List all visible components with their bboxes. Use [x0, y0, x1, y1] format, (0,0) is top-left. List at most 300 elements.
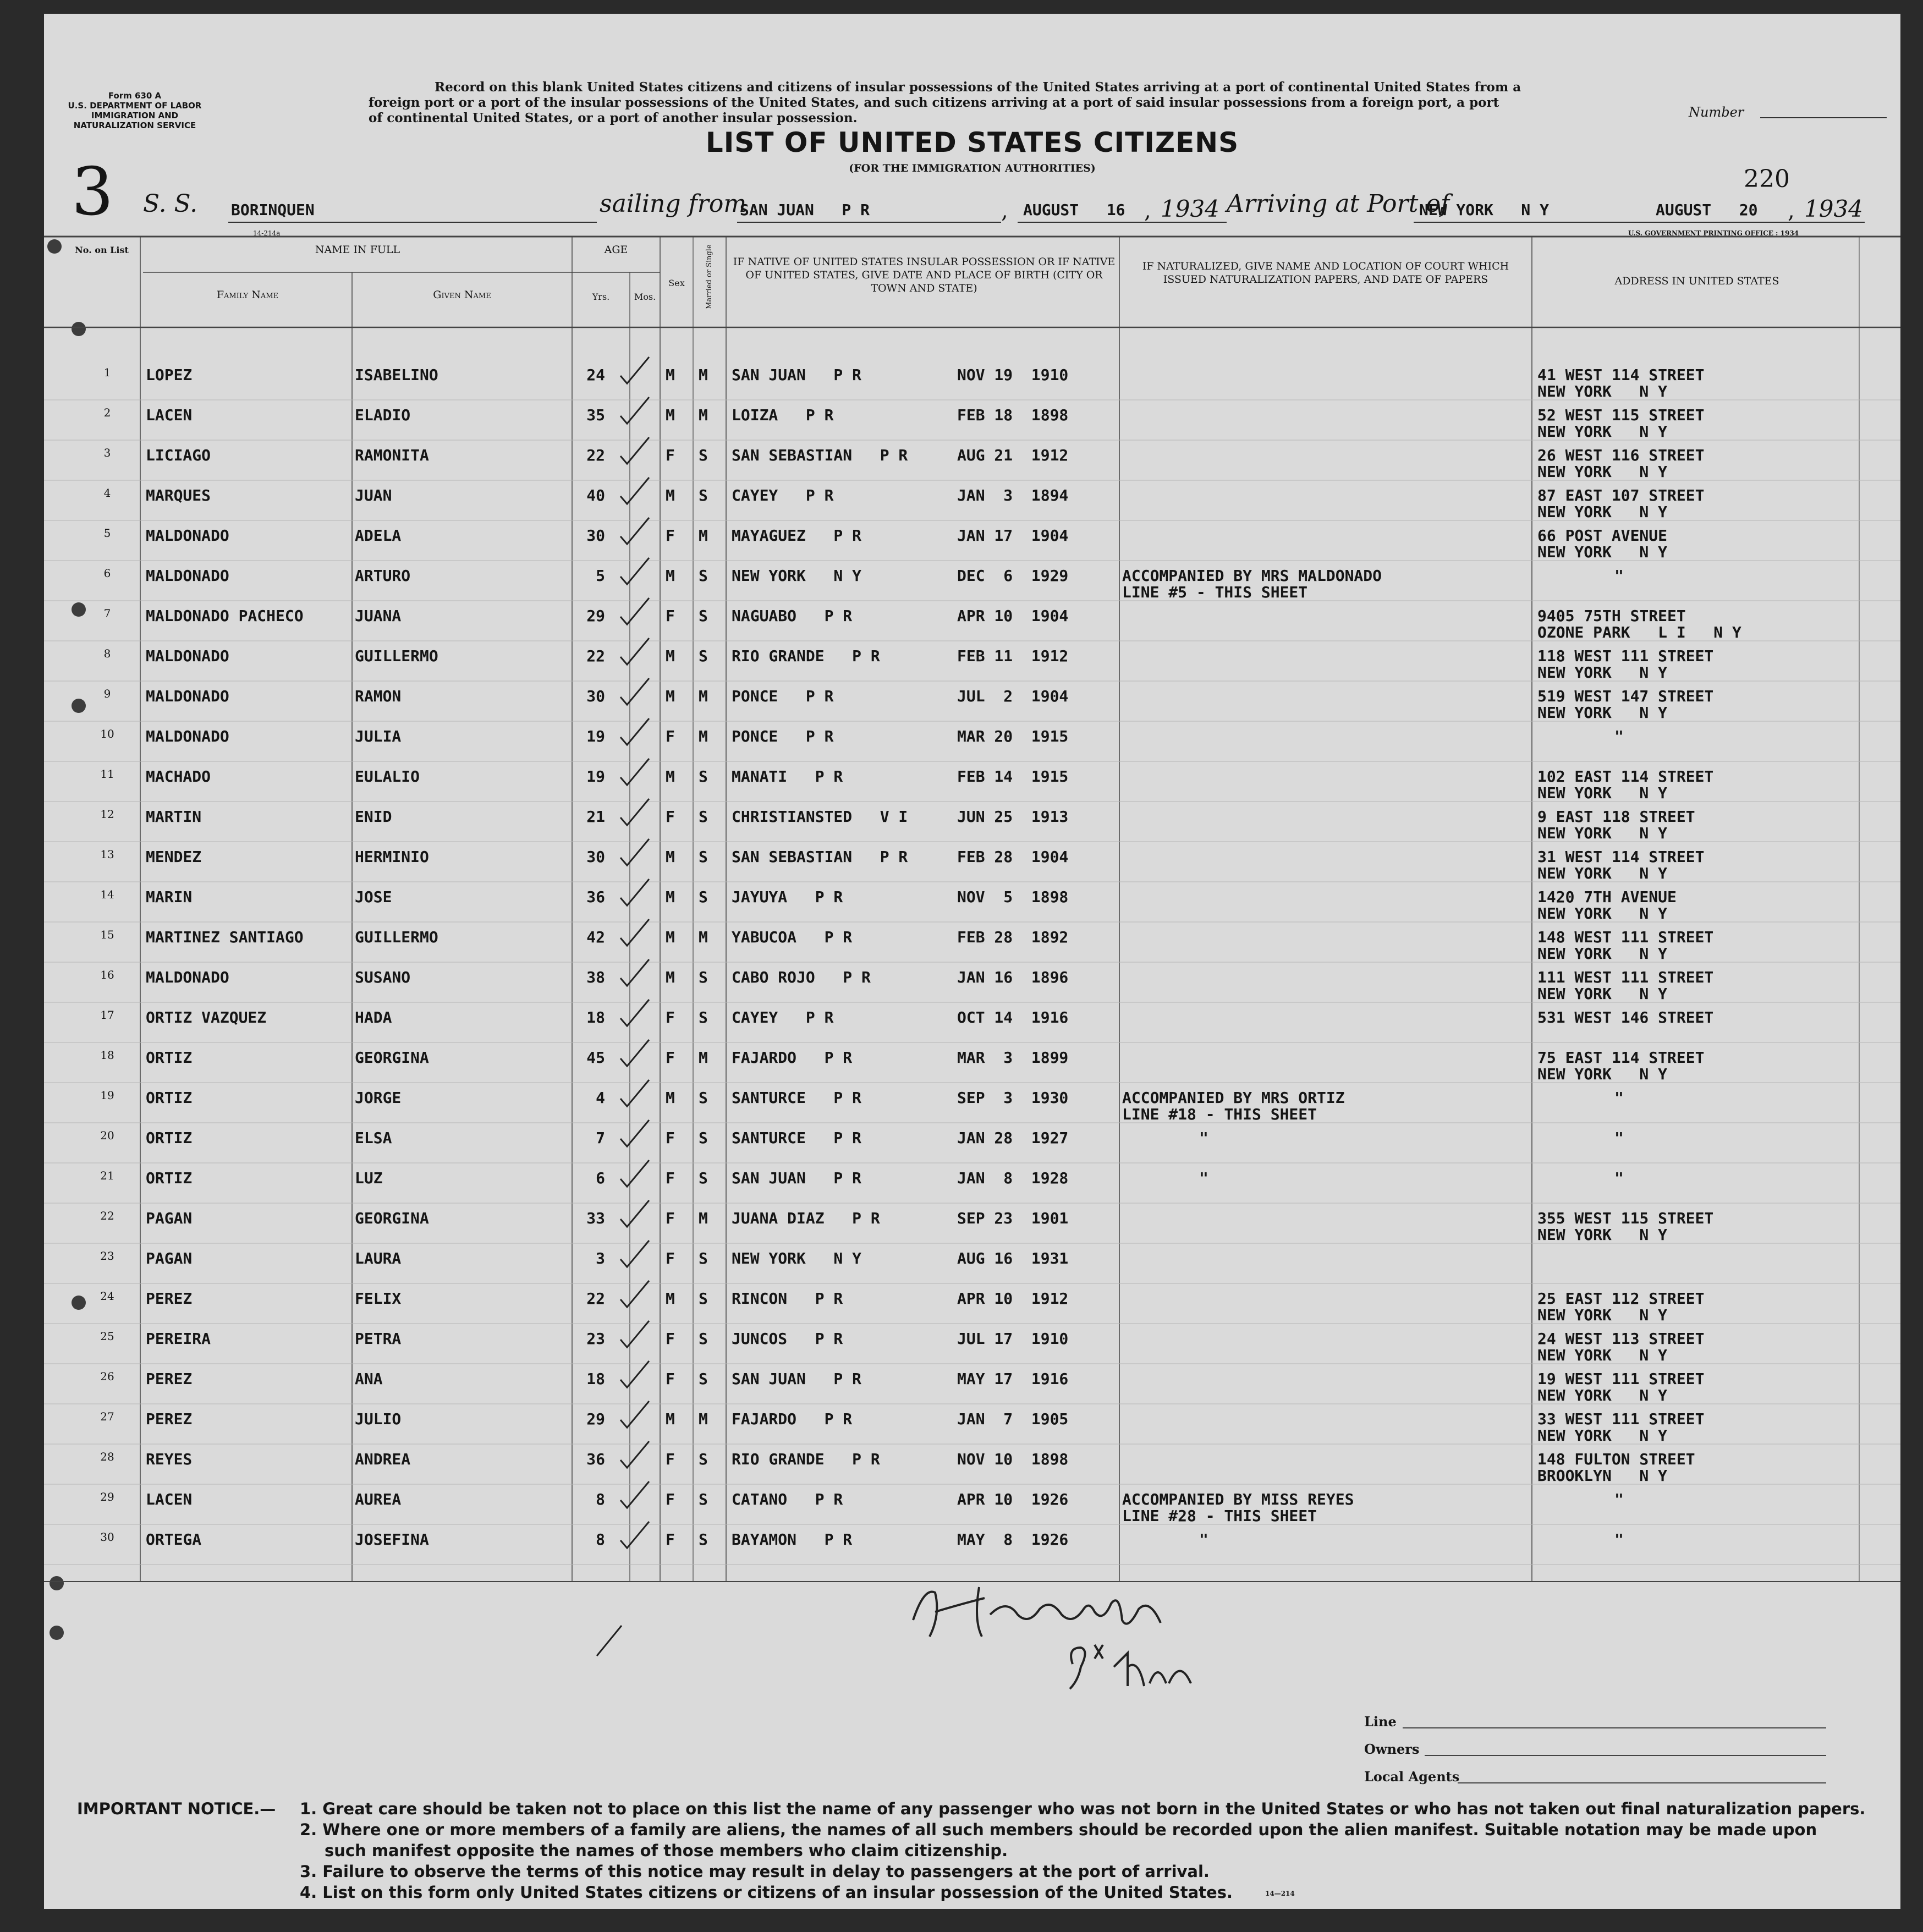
- row-number: 12: [100, 808, 114, 821]
- address-line2: NEW YORK N Y: [1537, 382, 1668, 400]
- notice-code: 14—214: [1265, 1890, 1295, 1897]
- row-number: 23: [100, 1249, 114, 1263]
- footer-agents-rule: [1458, 1782, 1826, 1783]
- birth-date: FEB 14 1915: [957, 767, 1069, 786]
- given-name: EULALIO: [355, 767, 420, 786]
- birth-date: APR 10 1904: [957, 607, 1069, 625]
- given-name: LUZ: [355, 1169, 383, 1187]
- age-check-mark: [616, 797, 655, 830]
- notice-item-2: 2. Where one or more members of a family are aliens, the names of all such members should be recorded upon the alien manifest. Suitable notation may be made upon: [300, 1820, 1817, 1839]
- family-name: MARTIN: [146, 808, 202, 826]
- sex: M: [666, 968, 675, 986]
- age-years: 30: [586, 526, 605, 545]
- sex: F: [666, 1129, 675, 1147]
- birth-date: JAN 7 1905: [957, 1410, 1069, 1428]
- family-name: PEREIRA: [146, 1330, 211, 1348]
- address-line2: NEW YORK N Y: [1537, 904, 1668, 923]
- address-line1: 148 WEST 111 STREET: [1537, 928, 1714, 946]
- marital-status: M: [699, 526, 708, 545]
- naturalization-note: ACCOMPANIED BY MRS MALDONADO: [1122, 567, 1382, 585]
- sail-date: AUGUST 16: [1023, 201, 1125, 219]
- age-check-mark: [616, 917, 655, 950]
- birth-date: JAN 28 1927: [957, 1129, 1069, 1147]
- marital-status: S: [699, 888, 708, 906]
- marital-status: S: [699, 486, 708, 504]
- age-check-mark: [616, 997, 655, 1030]
- sex: M: [666, 486, 675, 504]
- row-number: 7: [103, 607, 111, 620]
- age-check-mark: [616, 1158, 655, 1191]
- sex: F: [666, 1249, 675, 1267]
- address-line2: BROOKLYN N Y: [1537, 1467, 1668, 1485]
- marital-status: M: [699, 928, 708, 946]
- marital-status: S: [699, 1129, 708, 1147]
- col-name-in-full: NAME IN FULL: [315, 244, 400, 256]
- marital-status: S: [699, 1008, 708, 1027]
- birth-date: NOV 19 1910: [957, 366, 1069, 384]
- family-name: REYES: [146, 1450, 193, 1468]
- birth-date: DEC 6 1929: [957, 567, 1069, 585]
- birth-place: RIO GRANDE P R: [732, 1450, 880, 1468]
- age-check-mark: [616, 395, 655, 428]
- given-name: GUILLERMO: [355, 647, 438, 665]
- birth-place: FAJARDO P R: [732, 1410, 853, 1428]
- row-number: 25: [100, 1330, 114, 1343]
- naturalization-note: ACCOMPANIED BY MRS ORTIZ: [1122, 1089, 1345, 1107]
- marital-status: S: [699, 1530, 708, 1549]
- address-line1: 102 EAST 114 STREET: [1537, 767, 1714, 786]
- address-line2: NEW YORK N Y: [1537, 1426, 1668, 1445]
- sex: F: [666, 1008, 675, 1027]
- row-number: 26: [100, 1370, 114, 1383]
- birth-date: MAY 8 1926: [957, 1530, 1069, 1549]
- row-number: 18: [100, 1049, 114, 1062]
- given-name: JORGE: [355, 1089, 402, 1107]
- address-line1: 9405 75TH STREET: [1537, 607, 1686, 625]
- given-name: ISABELINO: [355, 366, 438, 384]
- age-years: 40: [586, 486, 605, 504]
- given-name: HADA: [355, 1008, 392, 1027]
- address-line1: ": [1614, 1490, 1624, 1508]
- family-name: PEREZ: [146, 1410, 193, 1428]
- given-name: JUAN: [355, 486, 392, 504]
- age-years: 7: [596, 1129, 605, 1147]
- col-married-single: Married or Single: [705, 244, 713, 309]
- footer-owners-rule: [1425, 1755, 1826, 1756]
- address-line2: NEW YORK N Y: [1537, 503, 1668, 521]
- age-years: 8: [596, 1530, 605, 1549]
- birth-date: NOV 10 1898: [957, 1450, 1069, 1468]
- birth-place: SAN JUAN P R: [732, 1370, 862, 1388]
- family-name: ORTIZ: [146, 1129, 193, 1147]
- age-years: 4: [596, 1089, 605, 1107]
- family-name: MALDONADO: [146, 647, 229, 665]
- age-years: 29: [586, 1410, 605, 1428]
- address-line1: 26 WEST 116 STREET: [1537, 446, 1705, 464]
- marital-status: S: [699, 1450, 708, 1468]
- row-check: [594, 1620, 627, 1664]
- address-line2: NEW YORK N Y: [1537, 1306, 1668, 1324]
- sex: M: [666, 366, 675, 384]
- naturalization-note-line2: LINE #28 - THIS SHEET: [1122, 1507, 1317, 1525]
- address-line2: NEW YORK N Y: [1537, 985, 1668, 1003]
- family-name: MARIN: [146, 888, 193, 906]
- col-naturalized: IF NATURALIZED, GIVE NAME AND LOCATION OF COURT WHICH ISSUED NATURALIZATION PAPERS, AND DATE OF PAPERS: [1142, 260, 1509, 286]
- family-name: MACHADO: [146, 767, 211, 786]
- birth-place: CABO ROJO P R: [732, 968, 871, 986]
- sex: F: [666, 808, 675, 826]
- address-line1: 25 EAST 112 STREET: [1537, 1289, 1705, 1308]
- naturalization-note-line2: LINE #5 - THIS SHEET: [1122, 583, 1308, 601]
- sex: M: [666, 647, 675, 665]
- marital-status: S: [699, 968, 708, 986]
- birth-place: SAN SEBASTIAN P R: [732, 848, 908, 866]
- marital-status: M: [699, 366, 708, 384]
- sex: F: [666, 1169, 675, 1187]
- address-line1: 531 WEST 146 STREET: [1537, 1008, 1714, 1027]
- birth-date: NOV 5 1898: [957, 888, 1069, 906]
- birth-place: PONCE P R: [732, 727, 834, 745]
- marital-status: S: [699, 848, 708, 866]
- age-check-mark: [616, 636, 655, 669]
- col-family-name: Family Name: [216, 289, 279, 301]
- age-years: 3: [596, 1249, 605, 1267]
- marital-status: M: [699, 727, 708, 745]
- given-name: ELADIO: [355, 406, 411, 424]
- row-number: 24: [100, 1289, 114, 1303]
- given-name: ANDREA: [355, 1450, 411, 1468]
- sex: F: [666, 1370, 675, 1388]
- marital-status: S: [699, 1370, 708, 1388]
- notice-item-3: 3. Failure to observe the terms of this notice may result in delay to passengers at the port of arrival.: [300, 1862, 1210, 1881]
- sailing-from-label: sailing from: [600, 190, 747, 218]
- address-line1: 355 WEST 115 STREET: [1537, 1209, 1714, 1227]
- address-line2: NEW YORK N Y: [1537, 463, 1668, 481]
- marital-status: S: [699, 607, 708, 625]
- ss-label: S. S.: [143, 190, 198, 218]
- comma: ,: [1001, 198, 1008, 223]
- address-line1: 75 EAST 114 STREET: [1537, 1049, 1705, 1067]
- age-check-mark: [616, 355, 655, 388]
- given-name: HERMINIO: [355, 848, 429, 866]
- birth-date: FEB 11 1912: [957, 647, 1069, 665]
- row-number: 21: [100, 1169, 114, 1182]
- birth-place: CAYEY P R: [732, 1008, 834, 1027]
- address-line2: NEW YORK N Y: [1537, 1065, 1668, 1083]
- birth-date: FEB 18 1898: [957, 406, 1069, 424]
- birth-place: JUNCOS P R: [732, 1330, 843, 1348]
- age-check-mark: [616, 475, 655, 508]
- marital-status: S: [699, 1490, 708, 1508]
- family-name: LACEN: [146, 406, 193, 424]
- birth-place: MAYAGUEZ P R: [732, 526, 862, 545]
- row-number: 3: [103, 446, 111, 459]
- address-line2: NEW YORK N Y: [1537, 824, 1668, 842]
- birth-date: FEB 28 1892: [957, 928, 1069, 946]
- age-years: 18: [586, 1370, 605, 1388]
- family-name: MALDONADO: [146, 687, 229, 705]
- marital-status: S: [699, 1249, 708, 1267]
- row-number: 2: [103, 406, 111, 419]
- row-number: 16: [100, 968, 114, 981]
- family-name: PAGAN: [146, 1249, 193, 1267]
- sex: F: [666, 526, 675, 545]
- form-title: LIST OF UNITED STATES CITIZENS: [705, 127, 1239, 158]
- marital-status: S: [699, 446, 708, 464]
- address-line2: NEW YORK N Y: [1537, 864, 1668, 882]
- birth-date: MAR 3 1899: [957, 1049, 1069, 1067]
- row-number: 27: [100, 1410, 114, 1423]
- given-name: JULIO: [355, 1410, 402, 1428]
- family-name: MARQUES: [146, 486, 211, 504]
- row-number: 20: [100, 1129, 114, 1142]
- sex: M: [666, 1410, 675, 1428]
- sex: M: [666, 687, 675, 705]
- given-name: ENID: [355, 808, 392, 826]
- marital-status: S: [699, 1330, 708, 1348]
- age-years: 29: [586, 607, 605, 625]
- address-line2: NEW YORK N Y: [1537, 1386, 1668, 1404]
- birth-place: LOIZA P R: [732, 406, 834, 424]
- age-years: 23: [586, 1330, 605, 1348]
- naturalization-note-line2: LINE #18 - THIS SHEET: [1122, 1105, 1317, 1123]
- col-no: No. on List: [75, 245, 129, 255]
- arriving-label: Arriving at Port of: [1227, 190, 1450, 218]
- row-number: 14: [100, 888, 114, 901]
- given-name: ELSA: [355, 1129, 392, 1147]
- address-line1: ": [1614, 727, 1624, 745]
- sex: M: [666, 1289, 675, 1308]
- form-number: Form 630 A: [108, 91, 162, 101]
- notice-item-1: 1. Great care should be taken not to place on this list the name of any passenger who was not born in the United States or who has not taken out final naturalization papers.: [300, 1799, 1866, 1818]
- col-age: AGE: [604, 244, 628, 256]
- age-years: 21: [586, 808, 605, 826]
- birth-date: SEP 23 1901: [957, 1209, 1069, 1227]
- sex: M: [666, 567, 675, 585]
- marital-status: S: [699, 1289, 708, 1308]
- age-check-mark: [616, 1479, 655, 1512]
- age-check-mark: [616, 1078, 655, 1111]
- col-mos: Mos.: [634, 292, 656, 302]
- address-line1: 118 WEST 111 STREET: [1537, 647, 1714, 665]
- age-check-mark: [616, 756, 655, 789]
- row-number: 17: [100, 1008, 114, 1022]
- age-check-mark: [616, 1519, 655, 1552]
- age-years: 36: [586, 1450, 605, 1468]
- footer-owners-label: Owners: [1364, 1741, 1420, 1757]
- marital-status: M: [699, 1049, 708, 1067]
- address-line2: NEW YORK N Y: [1537, 422, 1668, 441]
- age-years: 19: [586, 767, 605, 786]
- given-name: GUILLERMO: [355, 928, 438, 946]
- given-name: JUANA: [355, 607, 402, 625]
- age-years: 38: [586, 968, 605, 986]
- family-name: MENDEZ: [146, 848, 202, 866]
- printer-note: U.S. GOVERNMENT PRINTING OFFICE : 1934: [1628, 229, 1799, 237]
- row-number: 1: [103, 366, 111, 379]
- age-check-mark: [616, 837, 655, 870]
- given-name: JOSEFINA: [355, 1530, 429, 1549]
- given-name: SUSANO: [355, 968, 411, 986]
- marital-status: S: [699, 1169, 708, 1187]
- address-line1: 9 EAST 118 STREET: [1537, 808, 1695, 826]
- family-name: PAGAN: [146, 1209, 193, 1227]
- address-line2: OZONE PARK L I N Y: [1537, 623, 1741, 641]
- address-line1: 66 POST AVENUE: [1537, 526, 1668, 545]
- birth-place: NEW YORK N Y: [732, 1249, 862, 1267]
- family-name: MALDONADO: [146, 968, 229, 986]
- marital-status: M: [699, 406, 708, 424]
- given-name: GEORGINA: [355, 1209, 429, 1227]
- address-line1: ": [1614, 1129, 1624, 1147]
- address-line1: ": [1614, 567, 1624, 585]
- birth-place: SANTURCE P R: [732, 1129, 862, 1147]
- address-line2: NEW YORK N Y: [1537, 1346, 1668, 1364]
- sex: F: [666, 1530, 675, 1549]
- row-number: 29: [100, 1490, 114, 1503]
- given-name: AUREA: [355, 1490, 402, 1508]
- given-name: JULIA: [355, 727, 402, 745]
- comma: ,: [1144, 198, 1151, 223]
- naturalization-note: ": [1199, 1129, 1208, 1147]
- notice-item-4: 4. List on this form only United States citizens or citizens of an insular possession of the United States.: [300, 1883, 1233, 1902]
- family-name: MALDONADO PACHECO: [146, 607, 304, 625]
- marital-status: M: [699, 687, 708, 705]
- age-check-mark: [616, 1238, 655, 1271]
- sex: F: [666, 727, 675, 745]
- birth-date: AUG 16 1931: [957, 1249, 1069, 1267]
- given-name: GEORGINA: [355, 1049, 429, 1067]
- address-line1: ": [1614, 1089, 1624, 1107]
- age-years: 42: [586, 928, 605, 946]
- age-years: 24: [586, 366, 605, 384]
- given-name: ADELA: [355, 526, 402, 545]
- address-line2: NEW YORK N Y: [1537, 784, 1668, 802]
- given-name: FELIX: [355, 1289, 402, 1308]
- birth-place: NAGUABO P R: [732, 607, 853, 625]
- number-label: Number: [1689, 105, 1744, 120]
- row-number: 8: [103, 647, 111, 660]
- sex: F: [666, 1330, 675, 1348]
- address-line1: ": [1614, 1530, 1624, 1549]
- family-name: MALDONADO: [146, 727, 229, 745]
- naturalization-note: ACCOMPANIED BY MISS REYES: [1122, 1490, 1354, 1508]
- age-years: 35: [586, 406, 605, 424]
- given-name: ANA: [355, 1370, 383, 1388]
- family-name: ORTIZ: [146, 1169, 193, 1187]
- address-line1: 519 WEST 147 STREET: [1537, 687, 1714, 705]
- port-from: SAN JUAN P R: [740, 201, 870, 219]
- sex: M: [666, 928, 675, 946]
- manifest-sheet: [44, 14, 1900, 1909]
- sex: M: [666, 1089, 675, 1107]
- age-years: 19: [586, 727, 605, 745]
- age-years: 5: [596, 567, 605, 585]
- birth-date: JAN 8 1928: [957, 1169, 1069, 1187]
- footer-line-rule: [1403, 1727, 1826, 1728]
- birth-place: JUANA DIAZ P R: [732, 1209, 880, 1227]
- age-years: 8: [596, 1490, 605, 1508]
- marital-status: M: [699, 1209, 708, 1227]
- birth-place: RIO GRANDE P R: [732, 647, 880, 665]
- address-line2: NEW YORK N Y: [1537, 1226, 1668, 1244]
- given-name: RAMONITA: [355, 446, 429, 464]
- family-name: ORTEGA: [146, 1530, 202, 1549]
- age-check-mark: [616, 676, 655, 709]
- marital-status: S: [699, 808, 708, 826]
- footer-line-label: Line: [1364, 1714, 1397, 1730]
- age-years: 30: [586, 687, 605, 705]
- age-years: 18: [586, 1008, 605, 1027]
- birth-date: JUL 2 1904: [957, 687, 1069, 705]
- family-name: ORTIZ: [146, 1049, 193, 1067]
- birth-place: YABUCOA P R: [732, 928, 853, 946]
- birth-place: CATANO P R: [732, 1490, 843, 1508]
- birth-date: JAN 3 1894: [957, 486, 1069, 504]
- arrive-date: AUGUST 20: [1656, 201, 1758, 219]
- birth-place: FAJARDO P R: [732, 1049, 853, 1067]
- birth-place: SANTURCE P R: [732, 1089, 862, 1107]
- age-years: 33: [586, 1209, 605, 1227]
- address-line1: 52 WEST 115 STREET: [1537, 406, 1705, 424]
- ship-name: BORINQUEN: [231, 201, 315, 219]
- address-line2: NEW YORK N Y: [1537, 945, 1668, 963]
- age-check-mark: [616, 877, 655, 910]
- birth-date: APR 10 1912: [957, 1289, 1069, 1308]
- family-name: ORTIZ VAZQUEZ: [146, 1008, 267, 1027]
- birth-date: AUG 21 1912: [957, 446, 1069, 464]
- age-check-mark: [616, 435, 655, 468]
- col-address: ADDRESS IN UNITED STATES: [1614, 275, 1779, 287]
- notice-item-2b: such manifest opposite the names of those members who claim citizenship.: [325, 1841, 1008, 1860]
- family-name: MARTINEZ SANTIAGO: [146, 928, 304, 946]
- department: U.S. DEPARTMENT OF LABOR: [68, 101, 202, 111]
- address-line1: 41 WEST 114 STREET: [1537, 366, 1705, 384]
- address-line2: NEW YORK N Y: [1537, 663, 1668, 682]
- address-line2: NEW YORK N Y: [1537, 704, 1668, 722]
- naturalization-note: ": [1199, 1169, 1208, 1187]
- age-check-mark: [616, 1118, 655, 1151]
- age-check-mark: [616, 1399, 655, 1432]
- birth-date: APR 10 1926: [957, 1490, 1069, 1508]
- address-line1: 24 WEST 113 STREET: [1537, 1330, 1705, 1348]
- birth-date: JUL 17 1910: [957, 1330, 1069, 1348]
- age-check-mark: [616, 515, 655, 548]
- age-check-mark: [616, 716, 655, 749]
- row-number: 22: [100, 1209, 114, 1222]
- address-line1: 31 WEST 114 STREET: [1537, 848, 1705, 866]
- birth-place: CHRISTIANSTED V I: [732, 808, 908, 826]
- row-number: 5: [103, 526, 111, 540]
- marital-status: S: [699, 647, 708, 665]
- notice-heading: IMPORTANT NOTICE.—: [77, 1799, 276, 1818]
- address-line1: 1420 7TH AVENUE: [1537, 888, 1677, 906]
- sail-year: 1934: [1161, 195, 1219, 222]
- family-name: LACEN: [146, 1490, 193, 1508]
- family-name: MALDONADO: [146, 567, 229, 585]
- sex: F: [666, 607, 675, 625]
- age-years: 45: [586, 1049, 605, 1067]
- naturalization-note: ": [1199, 1530, 1208, 1549]
- sex: F: [666, 446, 675, 464]
- row-number: 13: [100, 848, 114, 861]
- instruction-line: of continental United States, or a port of another insular possession.: [369, 111, 858, 125]
- age-check-mark: [616, 1319, 655, 1352]
- age-check-mark: [616, 1038, 655, 1071]
- address-line1: 33 WEST 111 STREET: [1537, 1410, 1705, 1428]
- sex: F: [666, 1490, 675, 1508]
- sex: F: [666, 1450, 675, 1468]
